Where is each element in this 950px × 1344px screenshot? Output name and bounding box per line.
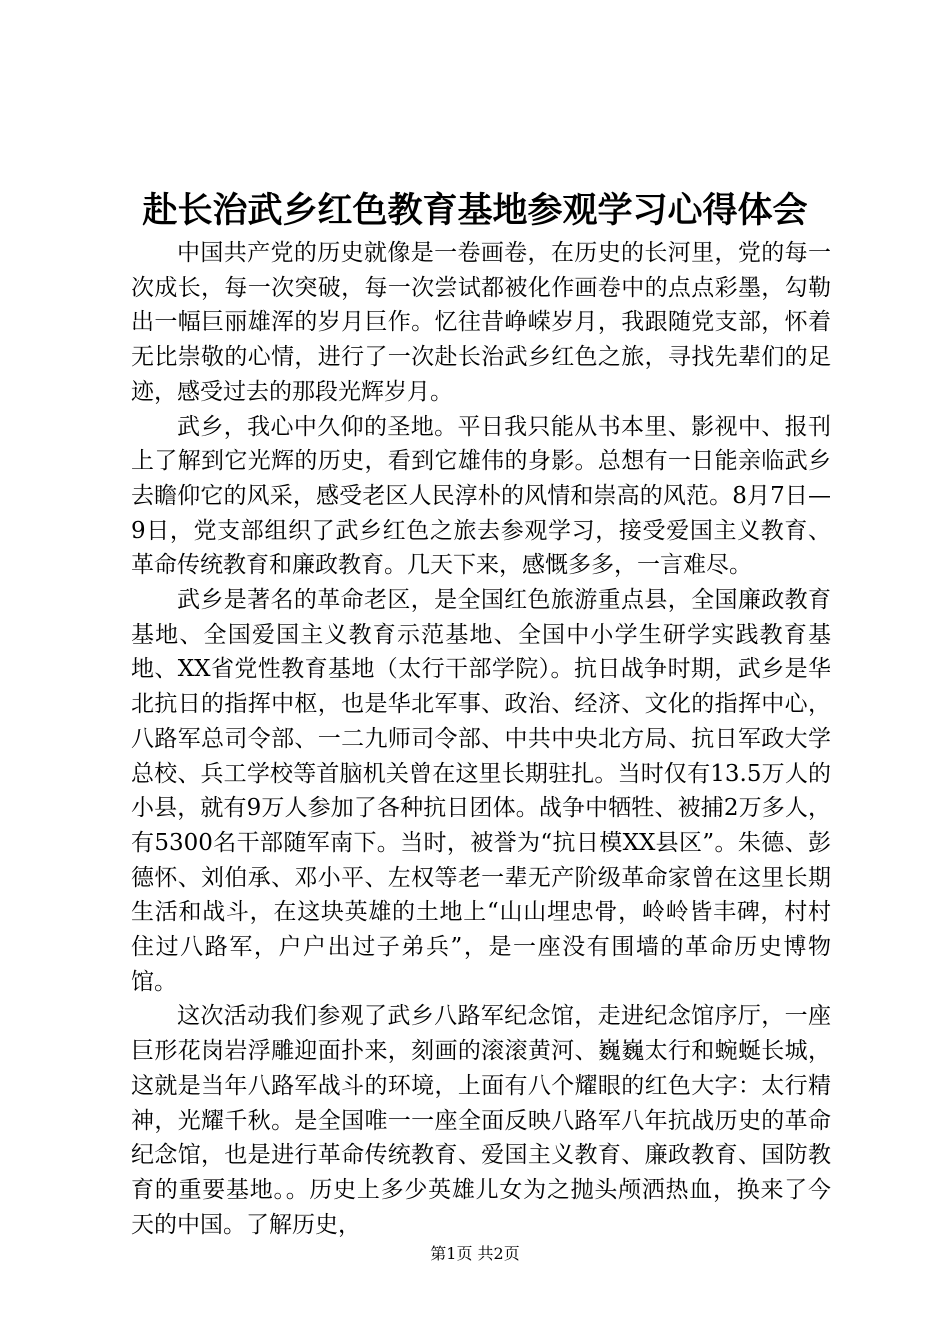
- document-body: [131, 236, 831, 1242]
- document-title: 赴长治武乡红色教育基地参观学习心得体会: [142, 190, 808, 231]
- paragraph-1: 中国共产党的历史就像是一卷画卷，在历史的长河里，党的每一次成长，每一次突破，每一次尝试都被化作画卷中的点点彩墨，勾勒出一幅巨丽雄浑的岁月巨作。忆往昔峥嵘岁月，我跟随党支部，怀着无比崇敬的心情，进行了一次赴长治武乡红色之旅，寻找先辈们的足迹，感受过去的那段光辉岁月。: [131, 240, 831, 405]
- paragraph-2: 武乡，我心中久仰的圣地。平日我只能从书本里、影视中、报刊上了解到它光辉的历史，看到它雄伟的身影。总想有一日能亲临武乡去瞻仰它的风采，感受老区人民淳朴的风情和崇高的风范。8月7日—9日，党支部组织了武乡红色之旅去参观学习，接受爱国主义教育、革命传统教育和廉政教育。几天下来，感慨多多，一言难尽。: [131, 413, 831, 579]
- paragraph-4: 这次活动我们参观了武乡八路军纪念馆，走进纪念馆序厅，一座巨形花岗岩浮雕迎面扑来，刻画的滚滚黄河、巍巍太行和蜿蜒长城，这就是当年八路军战斗的环境，上面有八个耀眼的红色大字：太行精神，光耀千秋。是全国唯一一座全面反映八路军八年抗战历史的革命纪念馆，也是进行革命传统教育、爱国主义教育、廉政教育、国防教育的重要基地。。历史上多少英雄儿女为之抛头颅洒热血，换来了今天的中国。了解历史，: [131, 1003, 831, 1238]
- page-footer: 第1页 共2页: [430, 1244, 520, 1263]
- paragraph-3: 武乡是著名的革命老区，是全国红色旅游重点县，全国廉政教育基地、全国爱国主义教育示范基地、全国中小学生研学实践教育基地、XX省党性教育基地（太行干部学院）。抗日战争时期，武乡是华北抗日的指挥中枢，也是华北军事、政治、经济、文化的指挥中心，八路军总司令部、一二九师司令部、中共中央北方局、抗日军政大学总校、兵工学校等首脑机关曾在这里长期驻扎。当时仅有13.5万人的小县，就有9万人参加了各种抗日团体。战争中牺牲、被捕2万多人，有5300名干部随军南下。当时，被誉为“抗日模XX县区”。朱德、彭德怀、刘伯承、邓小平、左权等老一辈无产阶级革命家曾在这里长期生活和战斗，在这块英雄的土地上“山山埋忠骨，岭岭皆丰碑，村村住过八路军，户户出过子弟兵”，是一座没有围墙的革命历史博物馆。: [131, 587, 831, 995]
